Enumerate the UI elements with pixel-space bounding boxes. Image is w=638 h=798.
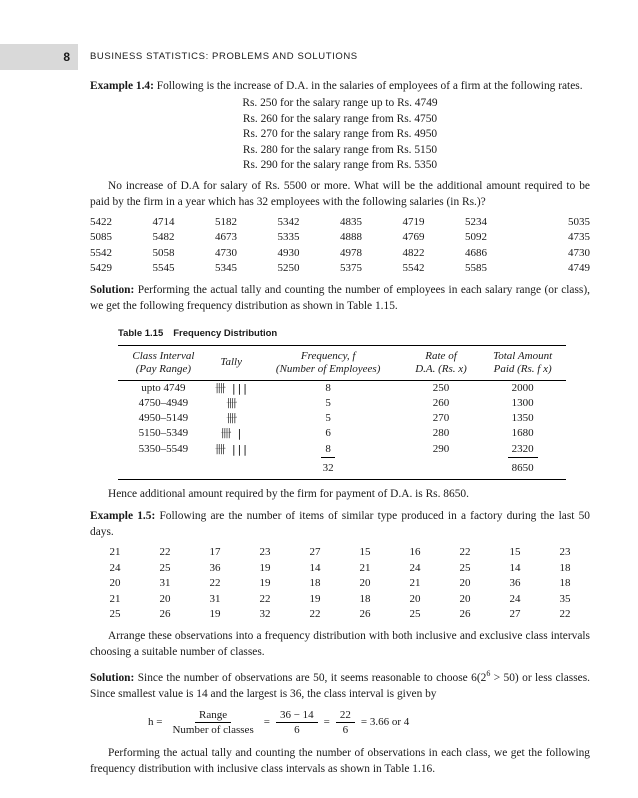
observation-cell: 18 <box>309 577 321 590</box>
observation-cell: 31 <box>159 577 171 590</box>
tally-cell: 卌 <box>226 396 237 410</box>
salary-cell: 4822 <box>402 246 425 259</box>
observation-cell: 14 <box>309 561 321 574</box>
table-row <box>90 230 590 246</box>
observation-cell: 36 <box>209 561 221 574</box>
table-row <box>90 561 590 577</box>
observation-cell: 18 <box>559 577 571 590</box>
table-row <box>90 261 590 277</box>
column-header: Tally <box>209 345 254 380</box>
total-cell: 1300 <box>511 396 534 409</box>
table-row <box>118 442 566 458</box>
total-cell: 1350 <box>511 412 534 425</box>
observation-cell: 32 <box>259 608 271 621</box>
salary-cell: 4686 <box>465 246 487 259</box>
salary-cell: 4835 <box>340 215 362 228</box>
observation-cell: 21 <box>409 577 421 590</box>
salary-cell: 4735 <box>568 231 590 243</box>
observation-cell: 18 <box>559 561 571 574</box>
total-cell: 2000 <box>511 381 534 394</box>
observation-cell: 24 <box>409 561 421 574</box>
observation-cell: 20 <box>109 577 121 590</box>
salary-cell: 5085 <box>90 231 112 243</box>
observations-table <box>90 545 590 623</box>
rate-cell: 250 <box>432 381 450 394</box>
salary-cell: 5542 <box>90 246 112 259</box>
salary-cell: 5250 <box>277 262 300 274</box>
salary-cell: 5345 <box>215 262 237 274</box>
observation-cell: 21 <box>109 592 121 605</box>
observation-cell: 19 <box>309 592 321 605</box>
observation-cell: 24 <box>509 592 521 605</box>
salary-cell: 5422 <box>90 215 112 228</box>
salary-cell: 4769 <box>402 231 425 243</box>
salary-cell: 5342 <box>277 215 300 228</box>
total-cell: 1680 <box>511 427 534 440</box>
observation-cell: 25 <box>459 561 471 574</box>
salary-cell: 5482 <box>152 231 175 243</box>
table-row <box>118 380 566 396</box>
frequency-distribution-table <box>118 345 566 481</box>
table-row <box>118 396 566 411</box>
observation-cell: 25 <box>409 608 421 621</box>
observation-cell: 21 <box>109 546 121 559</box>
observation-cell: 26 <box>159 608 171 621</box>
observation-cell: 22 <box>259 592 271 605</box>
salary-cell: 5035 <box>568 215 590 228</box>
observation-cell: 23 <box>559 546 571 559</box>
observation-cell: 25 <box>109 608 121 621</box>
observation-cell: 20 <box>459 577 471 590</box>
observation-cell: 27 <box>309 546 321 559</box>
example-1-5-intro: Example 1.5: Following are the number of items of similar type produced in a factory during the last 50 days. <box>90 510 590 539</box>
table-row <box>90 607 590 623</box>
observation-cell: 27 <box>509 608 521 621</box>
observation-cell: 35 <box>559 592 571 605</box>
example-1-5-task: Arrange these observations into a frequency distribution with both inclusive and exclusive class intervals choosing a suitable number of classes. <box>90 629 590 658</box>
observation-cell: 31 <box>209 592 221 605</box>
observation-cell: 22 <box>159 546 171 559</box>
freq-cell: 8 <box>325 381 331 394</box>
interval-cell: upto 4749 <box>141 381 186 394</box>
table-1-15-title: Table 1.15 Frequency Distribution <box>118 327 278 339</box>
totals-row <box>118 458 566 480</box>
observation-cell: 22 <box>559 608 571 621</box>
observation-cell: 15 <box>509 546 521 559</box>
freq-cell: 6 <box>325 427 331 440</box>
da-rates-list: Rs. 250 for the salary range up to Rs. 4749 Rs. 260 for the salary range from Rs. 4750 Rs. 270 for the salary range from Rs. 4950 Rs. 280 for the salary range from Rs. 5150 Rs. 290 for the salary range from Rs. 5350 <box>242 97 438 171</box>
table-row <box>90 215 590 231</box>
table-row <box>118 411 566 426</box>
table-row <box>90 246 590 262</box>
salary-cell: 4730 <box>568 246 590 259</box>
salary-cell: 4673 <box>215 231 237 243</box>
observation-cell: 19 <box>209 608 221 621</box>
salary-cell: 5585 <box>465 262 487 274</box>
observation-cell: 24 <box>109 561 121 574</box>
observation-cell: 16 <box>409 546 421 559</box>
salary-cell: 5092 <box>465 231 487 243</box>
total-frequency: 32 <box>254 458 403 480</box>
salary-cell: 5545 <box>152 262 175 274</box>
observation-cell: 25 <box>159 561 171 574</box>
interval-cell: 4950–5149 <box>138 412 189 425</box>
observation-cell: 22 <box>459 546 471 559</box>
running-header: BUSINESS STATISTICS: PROBLEMS AND SOLUTIONS <box>90 51 358 62</box>
total-amount: 8650 <box>479 458 566 480</box>
salary-cell: 5182 <box>215 215 237 228</box>
rate-cell: 270 <box>432 412 450 425</box>
observation-cell: 18 <box>359 592 371 605</box>
tally-cell: 卌 | <box>220 427 242 441</box>
column-header: Class Interval (Pay Range) <box>118 345 209 380</box>
observation-cell: 19 <box>259 577 271 590</box>
total-cell: 2320 <box>479 442 566 458</box>
example-1-4-intro: Example 1.4: Following is the increase of D.A. in the salaries of employees of a firm at the following rates. <box>90 80 583 92</box>
observation-cell: 26 <box>359 608 371 621</box>
observation-cell: 19 <box>259 561 271 574</box>
rate-cell: 280 <box>432 427 450 440</box>
page-number: 8 <box>63 50 70 64</box>
interval-cell: 5150–5349 <box>138 427 189 440</box>
class-interval-formula: h = $\frac{\text{Range}}{\text{Number of classes}}$ = $\frac{36 - 14}{6}$ = $\frac{22}{6}$ = 3.66 or 4 <box>148 708 410 736</box>
salary-cell: 5375 <box>340 262 362 274</box>
column-header: Rate of D.A. (Rs. x) <box>403 345 480 380</box>
rate-cell: 260 <box>432 396 450 409</box>
salary-cell: 4749 <box>568 262 590 274</box>
example-1-5-solution: Solution: Since the number of observations are 50, it seems reasonable to choose $6(2^6 > 50)$ or less classes. Since smallest value is 14 and the largest is 36, the class interval is given by <box>90 668 590 700</box>
column-header: Frequency, f (Number of Employees) <box>254 345 403 380</box>
example-1-4-question: No increase of D.A for salary of Rs. 5500 or more. What will be the additional amount required to be paid by the firm in a year which has 32 employees with the following salaries (in Rs.)? <box>90 179 590 208</box>
column-header: Total Amount Paid (Rs. f x) <box>479 345 566 380</box>
page-body <box>90 78 590 777</box>
observation-cell: 15 <box>359 546 371 559</box>
observation-cell: 36 <box>509 577 521 590</box>
observation-cell: 26 <box>459 608 471 621</box>
table-row <box>90 592 590 608</box>
tally-cell: 卌 <box>226 412 237 426</box>
observation-cell: 20 <box>409 592 421 605</box>
salary-cell: 5429 <box>90 262 112 274</box>
example-1-4-conclusion: Hence additional amount required by the firm for payment of D.A. is Rs. 8650. <box>108 488 469 501</box>
salary-cell: 5234 <box>465 215 487 228</box>
salary-cell: 4978 <box>340 246 362 259</box>
interval-cell: 5350–5549 <box>138 443 189 456</box>
observation-cell: 23 <box>259 546 271 559</box>
salary-table <box>90 215 590 277</box>
tally-cell: 卌 ||| <box>214 381 248 395</box>
observation-cell: 20 <box>359 577 371 590</box>
example-1-5-closing: Performing the actual tally and counting the number of observations in each class, we get the following frequency distribution with inclusive class intervals as shown in Table 1.16. <box>90 746 590 775</box>
tally-cell: 卌 ||| <box>214 443 248 457</box>
observation-cell: 20 <box>459 592 471 605</box>
salary-cell: 5542 <box>402 262 425 274</box>
salary-cell: 4719 <box>402 215 425 228</box>
freq-cell: 5 <box>325 412 331 425</box>
freq-cell: 8 <box>254 442 403 458</box>
salary-cell: 4730 <box>215 246 237 259</box>
rate-cell: 290 <box>432 443 450 456</box>
freq-cell: 5 <box>325 396 331 409</box>
observation-cell: 14 <box>509 561 521 574</box>
salary-cell: 5058 <box>152 246 175 259</box>
salary-cell: 4930 <box>277 246 300 259</box>
table-row <box>90 545 590 561</box>
table-row <box>90 576 590 592</box>
observation-cell: 22 <box>209 577 221 590</box>
salary-cell: 4714 <box>152 215 175 228</box>
observation-cell: 20 <box>159 592 171 605</box>
table-row <box>118 426 566 441</box>
salary-cell: 5335 <box>277 231 300 243</box>
observation-cell: 22 <box>309 608 321 621</box>
interval-cell: 4750–4949 <box>138 396 189 409</box>
example-1-4-solution: Solution: Performing the actual tally and counting the number of employees in each salary range (or class), we get the following frequency distribution as shown in Table 1.15. <box>90 283 590 312</box>
observation-cell: 21 <box>359 561 371 574</box>
observation-cell: 17 <box>209 546 221 559</box>
salary-cell: 4888 <box>340 231 362 243</box>
